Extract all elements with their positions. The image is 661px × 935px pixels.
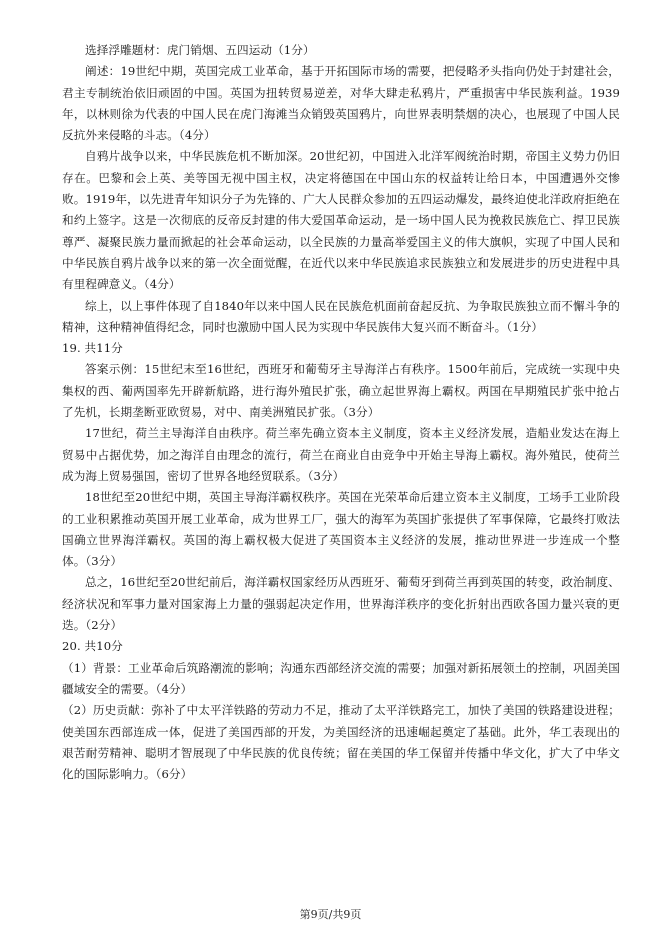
q20-part-2: （2）历史贡献：弥补了中太平洋铁路的劳动力不足，推动了太平洋铁路完工，加快了美国的铁路建设进程；使美国东西部连成一体，促进了美国西部的开发，为美国经济的迅速崛起奠定了基础。此外，华工表现出的艰苦耐劳精神、聪明才智展现了中华民族的优良传统；留在美国的华工保留并传播中华文化，扩大了中华文化的国际影响力。（6分） bbox=[62, 703, 620, 782]
q20-part-1: （1）背景：工业革命后筑路潮流的影响；沟通东西部经济交流的需要；加强对新拓展领土的控制，巩固美国疆域安全的需要。（4分） bbox=[62, 660, 620, 696]
q18-summary: 综上，以上事件体现了自1840年以来中国人民在民族危机面前奋起反抗、为争取民族独立而不懈斗争的精神，这种精神值得纪念，同时也激励中国人民为实现中华民族伟大复兴而不断奋斗。（1分） bbox=[62, 298, 620, 334]
q19-answer-3: 18世纪至20世纪中期，英国主导海洋霸权秩序。英国在光荣革命后建立资本主义制度，工场手工业阶段的工业积累推动英国开展工业革命，成为世界工厂，强大的海军为英国扩张提供了军事保障，它最终打败法国确立世界海洋霸权。英国的海上霸权极大促进了英国资本主义经济的发展，推动世界进一步连成一个整体。（3分） bbox=[62, 490, 620, 569]
q19-answer-1: 答案示例：15世纪末至16世纪，西班牙和葡萄牙主导海洋占有秩序。1500年前后，完成统一实现中央集权的西、葡两国率先开辟新航路，进行海外殖民扩张，确立起世界海上霸权。两国在早期殖民扩张中抢占了先机，长期垄断亚欧贸易，对中、南美洲殖民扩张。（3分） bbox=[62, 362, 620, 420]
q19-conclusion: 总之，16世纪至20世纪前后，海洋霸权国家经历从西班牙、葡萄牙到荷兰再到英国的转变，政治制度、经济状况和军事力量对国家海上力量的强弱起决定作用，世界海洋秩序的变化折射出西欧各国力量兴衰的更迭。（2分） bbox=[62, 575, 620, 633]
page-number: 第9页/共9页 bbox=[299, 908, 362, 921]
q18-topic-line: 选择浮雕题材：虎门销烟、五四运动（1分） bbox=[85, 43, 315, 57]
q19-answer-2: 17世纪，荷兰主导海洋自由秩序。荷兰率先确立资本主义制度，资本主义经济发展，造船业发达在海上贸易中占据优势，加之海洋自由理念的流行，荷兰在商业自由竞争中开始主导海上霸权。海外殖民，使荷兰成为海上贸易强国，密切了世界各地经贸联系。（3分） bbox=[62, 426, 620, 483]
q18-elaboration-2: 自鸦片战争以来，中华民族危机不断加深。20世纪初，中国进入北洋军阀统治时期，帝国主义势力仍旧存在。巴黎和会上英、美等国无视中国主权，决定将德国在中国山东的权益转让给日本，中国遭遇外交惨败。1919年，以先进青年知识分子为先锋的、广大人民群众参加的五四运动爆发，最终迫使北洋政府拒绝在和约上签字。这是一次彻底的反帝反封建的伟大爱国革命运动，是一场中国人民为挽救民族危亡、捍卫民族尊严、凝聚民族力量而掀起的社会革命运动，以全民族的力量高举爱国主义的伟大旗帜，实现了中国人民和中华民族自鸦片战争以来的第一次全面觉醒，在近代以来中华民族追求民族独立和发展进步的历史进程中具有里程碑意义。（4分） bbox=[62, 149, 620, 292]
q19-header: 19. 共11分 bbox=[62, 341, 123, 356]
answer-content bbox=[62, 40, 620, 785]
q18-elaboration-1: 阐述：19世纪中期，英国完成工业革命，基于开拓国际市场的需要，把侵略矛头指向仍处于封建社会，君主专制统治依旧顽固的中国。英国为扭转贸易逆差，对华大肆走私鸦片，严重损害中华民族利益。1939年，以林则徐为代表的中国人民在虎门海滩当众销毁英国鸦片，向世界表明禁烟的决心，也展现了中国人民反抗外来侵略的斗志。（4分） bbox=[62, 64, 620, 143]
q20-header: 20. 共10分 bbox=[62, 639, 123, 654]
